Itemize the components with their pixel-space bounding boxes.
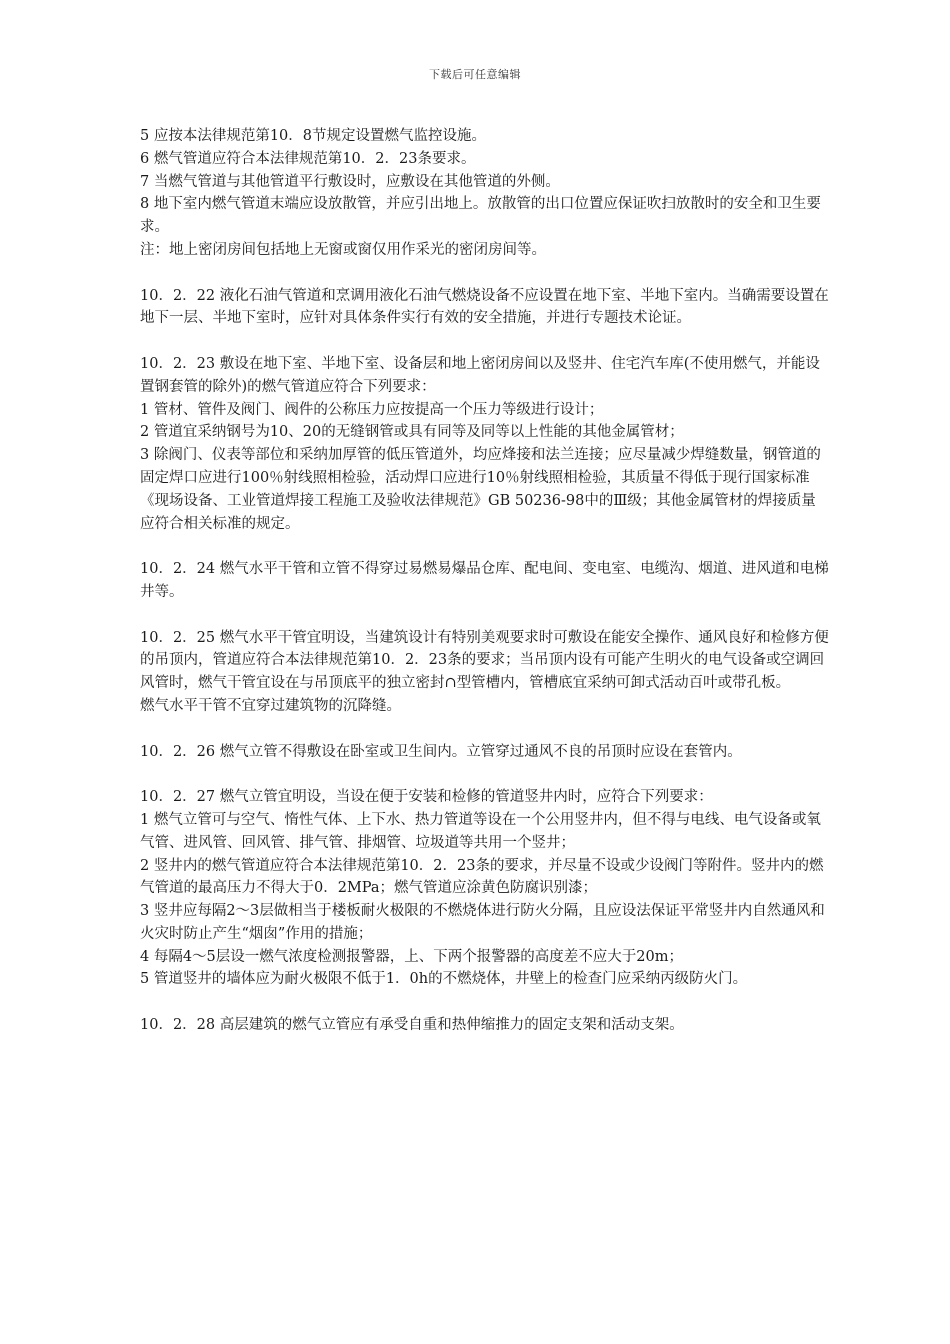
paragraph-spacer bbox=[140, 991, 830, 1014]
clause-text: 5 应按本法律规范第10．8节规定设置燃气监控设施。 bbox=[140, 128, 487, 144]
clause-text: 2 竖井内的燃气管道应符合本法律规范第10．2．23条的要求，并尽量不设或少设阀门等附件。竖井内的燃气管道的最高压力不得大于0．2MPa；燃气管道应涂黄色防腐识别漆； bbox=[140, 857, 824, 897]
clause-section bbox=[140, 741, 830, 764]
clause-section bbox=[140, 786, 830, 991]
clause-section bbox=[140, 353, 830, 535]
clause-section bbox=[140, 285, 830, 331]
clause-text: 4 每隔4～5层设一燃气浓度检测报警器，上、下两个报警器的高度差不应大于20m； bbox=[140, 948, 683, 965]
clause-text: 10．2．26 燃气立管不得敷设在卧室或卫生间内。立管穿过通风不良的吊顶时应设在套管内。 bbox=[140, 743, 742, 760]
clause-text: 7 当燃气管道与其他管道平行敷设时，应敷设在其他管道的外侧。 bbox=[140, 173, 560, 190]
clause-text: 5 管道竖井的墙体应为耐火极限不低于1．0h的不燃烧体，井壁上的检查门应采纳丙级防火门。 bbox=[140, 971, 748, 988]
clause-text: 3 除阀门、仪表等部位和采纳加厚管的低压管道外，均应烽接和法兰连接；应尽量减少焊缝数量，钢管道的固定焊口应进行100％射线照相检验，活动焊口应进行10％射线照相检验，其质量不得低于现行国家标准《现场设备、工业管道焊接工程施工及验收法律规范》GB 50236-98中的Ⅲ级；其他金属管材的焊接质量应符合相关标准的规定。 bbox=[140, 447, 821, 532]
clause-text: 2 管道宜采纳钢号为10、20的无缝钢管或具有同等及同等以上性能的其他金属管材； bbox=[140, 424, 684, 441]
clause-text: 3 竖井应每隔2～3层做相当于楼板耐火极限的不燃烧体进行防火分隔，且应设法保证平常竖井内自然通风和火灾时防止产生“烟囱”作用的措施； bbox=[140, 903, 825, 942]
paragraph-spacer bbox=[140, 718, 830, 741]
clause-text: 10．2．28 高层建筑的燃气立管应有承受自重和热伸缩推力的固定支架和活动支架。 bbox=[140, 1017, 684, 1034]
clause-section bbox=[140, 1014, 830, 1037]
clause-section bbox=[140, 558, 830, 604]
clause-text: 10．2．24 燃气水平干管和立管不得穿过易燃易爆品仓库、配电间、变电室、电缆沟、烟道、进风道和电梯井等。 bbox=[140, 561, 829, 600]
clause-text: 10．2．22 液化石油气管道和烹调用液化石油气燃烧设备不应设置在地下室、半地下室内。当确需要设置在地下一层、半地下室时，应针对具体条件实行有效的安全措施，并进行专题技术论证。 bbox=[140, 287, 829, 327]
clause-text: 8 地下室内燃气管道末端应设放散管，并应引出地上。放散管的出口位置应保证吹扫放散时的安全和卫生要求。 bbox=[140, 196, 821, 236]
clause-text: 1 管材、管件及阀门、阀件的公称压力应按提高一个压力等级进行设计； bbox=[140, 401, 604, 418]
paragraph-spacer bbox=[140, 763, 830, 786]
clause-text: 10．2．23 敷设在地下室、半地下室、设备层和地上密闭房间以及竖井、住宅汽车库(不使用燃气，并能设置钢套管的除外)的燃气管道应符合下列要求： bbox=[140, 355, 820, 395]
document-body bbox=[140, 125, 830, 1037]
clause-text: 10．2．25 燃气水平干管宜明设，当建筑设计有特别美观要求时可敷设在能安全操作、通风良好和检修方便的吊顶内，管道应符合本法律规范第10．2．23条的要求；当吊顶内设有可能产生明火的电气设备或空调回风管时，燃气干管宜设在与吊顶底平的独立密封∩型管槽内，管槽底宜采纳可卸式活动百叶或带孔板。 bbox=[140, 629, 829, 692]
clause-text: 10．2．27 燃气立管宜明设，当设在便于安装和检修的管道竖井内时，应符合下列要求： bbox=[140, 789, 713, 806]
clause-section bbox=[140, 125, 830, 262]
paragraph-spacer bbox=[140, 535, 830, 558]
paragraph-spacer bbox=[140, 604, 830, 627]
paragraph-spacer bbox=[140, 330, 830, 353]
clause-text: 注：地上密闭房间包括地上无窗或窗仅用作采光的密闭房间等。 bbox=[140, 241, 546, 258]
clause-text: 6 燃气管道应符合本法律规范第10．2．23条要求。 bbox=[140, 150, 476, 167]
clause-text: 燃气水平干管不宜穿过建筑物的沉降缝。 bbox=[140, 697, 401, 714]
paragraph-spacer bbox=[140, 262, 830, 285]
clause-section bbox=[140, 627, 830, 718]
clause-text: 1 燃气立管可与空气、惰性气体、上下水、热力管道等设在一个公用竖井内，但不得与电线、电气设备或氧气管、进风管、回风管、排气管、排烟管、垃圾道等共用一个竖井； bbox=[140, 811, 821, 851]
page-header: 下载后可任意编辑 bbox=[429, 68, 521, 81]
